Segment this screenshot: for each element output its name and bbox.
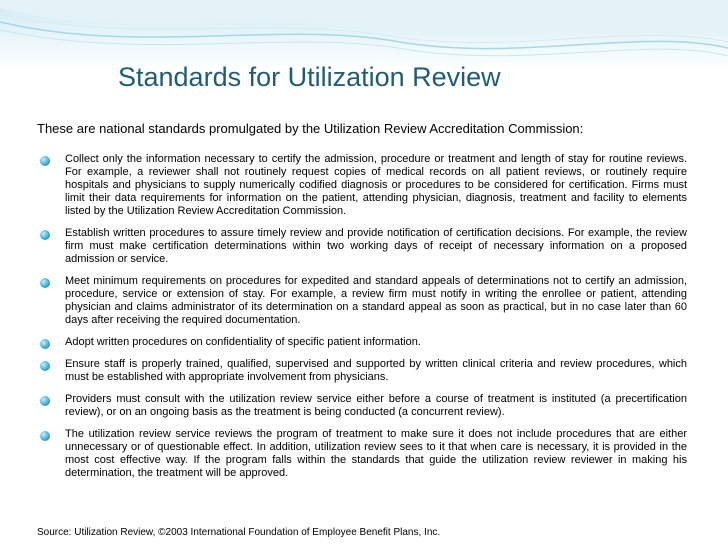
- slide-title: Standards for Utilization Review: [118, 62, 501, 92]
- list-item: [37, 428, 687, 480]
- sphere-bullet-icon: [39, 395, 51, 407]
- list-item: [37, 275, 687, 327]
- list-item: [37, 358, 687, 384]
- sphere-bullet-icon: [39, 430, 51, 442]
- list-item-text: Providers must consult with the utilization review service either before a course of treatment is instituted (a precertification review), or on an ongoing basis as the treatment is being conducted (a concurrent review).: [65, 393, 687, 418]
- sphere-bullet-icon: [39, 229, 51, 241]
- list-item-text: Collect only the information necessary to certify the admission, procedure or treatment and length of stay for routine reviews. For example, a reviewer shall not routinely request copies of medical records on all patient reviews, or routinely require hospitals and physicians to supply numerically codified diagnosis or procedures to be considered for certification. Firms must limit their data requirements for information on the patient, attending physician, diagnosis, treatment and facility to elements listed by the Utilization Review Accreditation Commission.: [65, 153, 687, 217]
- sphere-bullet-icon: [39, 338, 51, 350]
- list-item-text: Ensure staff is properly trained, qualified, supervised and supported by written clinical criteria and review procedures, which must be established with appropriate involvement from physicians.: [65, 358, 687, 383]
- list-item: [37, 336, 687, 349]
- wave-header-icon: [0, 0, 728, 70]
- sphere-bullet-icon: [39, 277, 51, 289]
- intro-text: These are national standards promulgated by the Utilization Review Accreditation Commission:: [37, 121, 584, 136]
- list-item-text: Adopt written procedures on confidentiality of specific patient information.: [65, 336, 421, 348]
- list-item: [37, 227, 687, 266]
- list-item-text: The utilization review service reviews the program of treatment to make sure it does not include procedures that are either unnecessary or of questionable effect. In addition, utilization review sees to it that when care is necessary, it is provided in the most cost effective way. If the program falls within the standards that guide the utilization review reviewer in making his determination, the treatment will be approved.: [65, 428, 687, 479]
- standards-list: [37, 153, 687, 489]
- sphere-bullet-icon: [39, 360, 51, 372]
- source-citation: Source: Utilization Review, ©2003 International Foundation of Employee Benefit Plans, Inc.: [37, 527, 441, 538]
- list-item: [37, 393, 687, 419]
- list-item: [37, 153, 687, 218]
- list-item-text: Meet minimum requirements on procedures for expedited and standard appeals of determinations not to certify an admission, procedure, service or extension of stay. For example, a review firm must notify in writing the enrollee or patient, attending physician and claims administrator of its determination on a standard appeal as soon as practical, but in no case later than 60 days after receiving the required documentation.: [65, 275, 687, 326]
- list-item-text: Establish written procedures to assure timely review and provide notification of certification decisions. For example, the review firm must make certification determinations within two working days of receipt of necessary information on a proposed admission or service.: [65, 227, 687, 265]
- sphere-bullet-icon: [39, 155, 51, 167]
